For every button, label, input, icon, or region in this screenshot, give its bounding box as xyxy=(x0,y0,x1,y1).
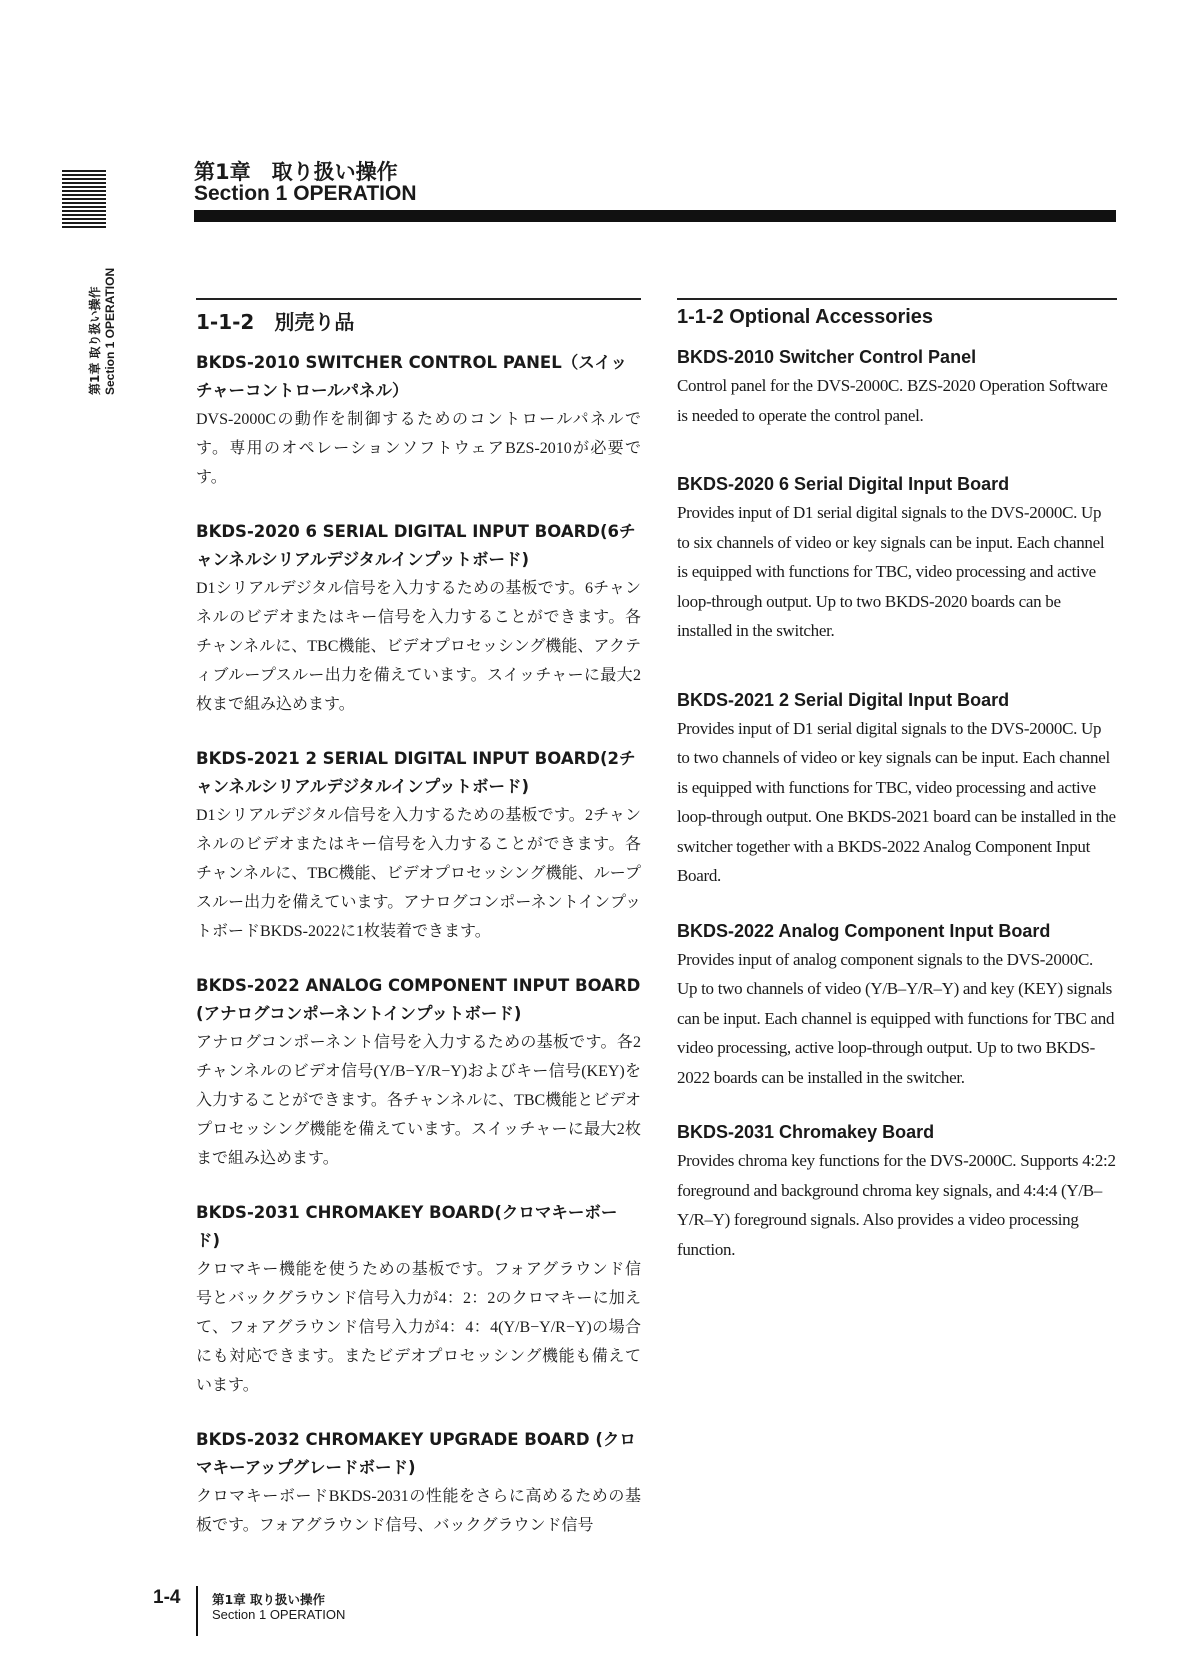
item-description: DVS-2000Cの動作を制御するためのコントロールパネルです。専用のオペレーションソフトウェアBZS-2010が必要です。 xyxy=(196,411,641,486)
accessory-item xyxy=(677,686,1117,891)
japanese-column xyxy=(196,298,641,1566)
accessory-item xyxy=(196,349,641,492)
footer-chapter-en: Section 1 OPERATION xyxy=(212,1607,346,1622)
side-tab-jp: 第1章 取り扱い操作 xyxy=(88,286,102,395)
item-description: Provides input of D1 serial digital signals to the DVS-2000C. Up to two channels of video or key signals can be input. Each channel is equipped with functions for TBC, video processing and active loop-through output. One BKDS-2021 board can be installed in the switcher together with a BKDS-2022 Analog Component Input Board. xyxy=(677,718,1116,885)
accessory-item xyxy=(196,1426,641,1540)
side-section-tab xyxy=(88,268,118,395)
item-title: BKDS-2032 CHROMAKEY UPGRADE BOARD (クロマキーアップグレードボード) xyxy=(196,1430,636,1477)
accessory-item xyxy=(677,917,1117,1093)
section-heading-jp: 1-1-2 別売り品 xyxy=(196,298,641,335)
item-title: BKDS-2020 6 SERIAL DIGITAL INPUT BOARD(6チャンネルシリアルデジタルインプットボード) xyxy=(196,522,636,569)
accessory-item xyxy=(196,1199,641,1400)
accessory-item xyxy=(677,1118,1117,1264)
item-description: クロマキー機能を使うための基板です。フォアグラウンド信号とバックグラウンド信号入力が4：2：2のクロマキーに加えて、フォアグラウンド信号入力が4：4：4(Y/B−Y/R−Y)の場合にも対応できます。またビデオプロセッシング機能も備えています。 xyxy=(196,1261,641,1394)
section-heading-en: 1-1-2 Optional Accessories xyxy=(677,298,1117,329)
item-title: BKDS-2022 ANALOG COMPONENT INPUT BOARD (アナログコンポーネントインプットボード) xyxy=(196,976,641,1023)
page-number: 1-4 xyxy=(153,1587,181,1608)
footer-chapter-jp: 第1章 取り扱い操作 xyxy=(212,1592,326,1607)
item-title: BKDS-2020 6 Serial Digital Input Board xyxy=(677,474,1010,494)
item-title: BKDS-2010 Switcher Control Panel xyxy=(677,347,977,367)
item-title: BKDS-2010 SWITCHER CONTROL PANEL（スイッチャーコントロールパネル） xyxy=(196,353,628,400)
item-description: D1シリアルデジタル信号を入力するための基板です。6チャンネルのビデオまたはキー信号を入力することができます。各チャンネルに、TBC機能、ビデオプロセッシング機能、アクティブループスルー出力を備えています。スイッチャーに最大2枚まで組み込めます。 xyxy=(196,580,641,713)
item-title: BKDS-2031 CHROMAKEY BOARD(クロマキーボード) xyxy=(196,1203,618,1250)
item-description: D1シリアルデジタル信号を入力するための基板です。2チャンネルのビデオまたはキー信号を入力することができます。各チャンネルに、TBC機能、ビデオプロセッシング機能、ループスルー出力を備えています。アナログコンポーネントインプットボードBKDS-2022に1枚装着できます。 xyxy=(196,807,641,940)
accessory-item xyxy=(677,470,1117,646)
item-title: BKDS-2022 Analog Component Input Board xyxy=(677,920,1051,941)
item-title: BKDS-2021 2 Serial Digital Input Board xyxy=(677,689,1010,710)
chapter-title-en: Section 1 OPERATION xyxy=(194,182,417,205)
item-description: Provides input of analog component signals to the DVS-2000C. Up to two channels of video (Y/B–Y/R–Y) and key (KEY) signals can be input. Each channel is equipped with functions for TBC and video processing, active loop-through output. Up to two BKDS-2022 boards can be installed in the switcher. xyxy=(677,949,1115,1087)
item-description: アナログコンポーネント信号を入力するための基板です。各2チャンネルのビデオ信号(Y/B−Y/R−Y)およびキー信号(KEY)を入力することができます。各チャンネルに、TBC機能とビデオプロセッシング機能を備えています。スイッチャーに最大2枚まで組み込めます。 xyxy=(196,1034,641,1167)
item-description: Provides input of D1 serial digital signals to the DVS-2000C. Up to six channels of video or key signals can be input. Each channel is equipped with functions for TBC, video processing and active loop-through output. Up to two BKDS-2020 boards can be installed in the switcher. xyxy=(677,503,1105,640)
item-title: BKDS-2021 2 SERIAL DIGITAL INPUT BOARD(2チャンネルシリアルデジタルインプットボード) xyxy=(196,749,636,796)
chapter-rule xyxy=(194,210,1116,222)
accessory-item xyxy=(196,972,641,1173)
english-column xyxy=(677,298,1117,1290)
side-tab-en: Section 1 OPERATION xyxy=(103,267,117,395)
accessory-item xyxy=(196,518,641,719)
item-description: クロマキーボードBKDS-2031の性能をさらに高めるための基板です。フォアグラウンド信号、バックグラウンド信号 xyxy=(196,1488,641,1534)
accessory-item xyxy=(677,343,1117,430)
item-title: BKDS-2031 Chromakey Board xyxy=(677,1122,935,1142)
footer-divider xyxy=(196,1586,198,1636)
chapter-title-jp: 第1章 取り扱い操作 xyxy=(194,160,398,184)
item-description: Control panel for the DVS-2000C. BZS-2020 Operation Software is needed to operate the control panel. xyxy=(677,376,1108,425)
accessory-item xyxy=(196,745,641,946)
item-description: Provides chroma key functions for the DVS-2000C. Supports 4:2:2 foreground and background chroma key signals, and 4:4:4 (Y/B–Y/R–Y) foreground signals. Also provides a video processing function. xyxy=(677,1151,1116,1259)
section-tab-marker xyxy=(62,170,106,230)
